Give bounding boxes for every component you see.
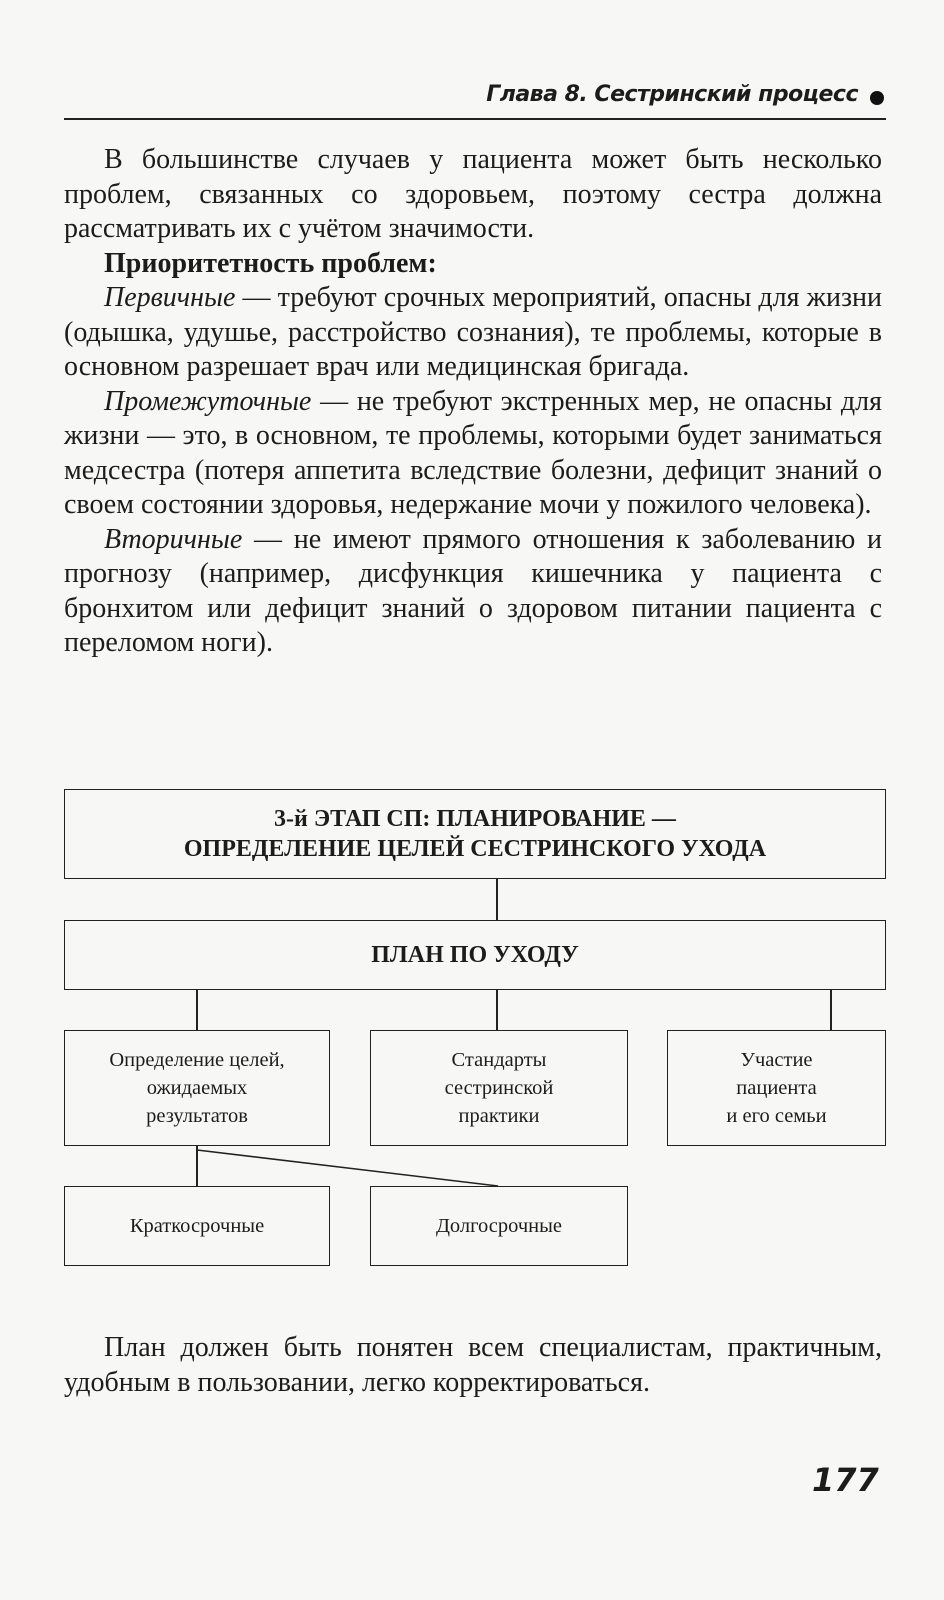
participation-line3: и его семьи (726, 1105, 827, 1127)
short-term-label: Краткосрочные (129, 1215, 265, 1237)
intermediate-text: — не требуют экстренных мер, не опасны для жизни — это, в основном, те проблемы, которыми будет заниматься медсестра (потеря аппетита вследствие болезни, дефицит знаний о своем состоянии здоровья, недержание мочи у пожилого человека). (64, 385, 882, 520)
goals-line2: ожидаемых (146, 1077, 248, 1099)
participation-line1: Участие (740, 1049, 813, 1071)
priority-heading: Приоритетность проблем: (104, 247, 437, 279)
standards-line1: Стандарты (451, 1049, 547, 1071)
primary-text: — требуют срочных мероприятий, опасны для жизни (одышка, удушье, расстройство сознания), те проблемы, которые в основном разрешает врач или медицинская бригада. (64, 282, 882, 382)
goals-line3: результатов (146, 1105, 248, 1127)
closing-text (64, 1331, 882, 1400)
chapter-title: Глава 8. Сестринский процесс (486, 82, 858, 107)
standards-line2: сестринской (444, 1077, 554, 1099)
long-term-label: Долгосрочные (435, 1215, 563, 1237)
long-term-box (370, 1186, 628, 1266)
page-number: 177 (812, 1461, 879, 1499)
intermediate-term: Промежуточные (104, 385, 312, 417)
secondary-text: — не имеют прямого отношения к заболеванию и прогнозу (например, дисфункция кишечника у пациента с бронхитом или дефицит знаний о здоровом питании пациента с переломом ноги). (64, 523, 882, 658)
goals-line1: Определение целей, (109, 1049, 285, 1071)
participation-line2: пациента (736, 1077, 817, 1099)
closing-paragraph: План должен быть понятен всем специалистам, практичным, удобным в пользовании, легко корректироваться. (64, 1332, 882, 1398)
stage-title-line2: ОПРЕДЕЛЕНИЕ ЦЕЛЕЙ СЕСТРИНСКОГО УХОДА (183, 836, 767, 862)
secondary-term: Вторичные (104, 523, 243, 555)
short-term-box (64, 1186, 330, 1266)
intro-paragraph: В большинстве случаев у пациента может быть несколько проблем, связанных со здоровьем, поэтому сестра должна рассматривать их с учётом значимости. (64, 144, 882, 244)
standards-line3: практики (458, 1105, 540, 1127)
care-plan-label: ПЛАН ПО УХОДУ (371, 942, 579, 968)
primary-term: Первичные (104, 282, 236, 313)
stage-title-line1: 3-й ЭТАП СП: ПЛАНИРОВАНИЕ — (274, 806, 676, 832)
